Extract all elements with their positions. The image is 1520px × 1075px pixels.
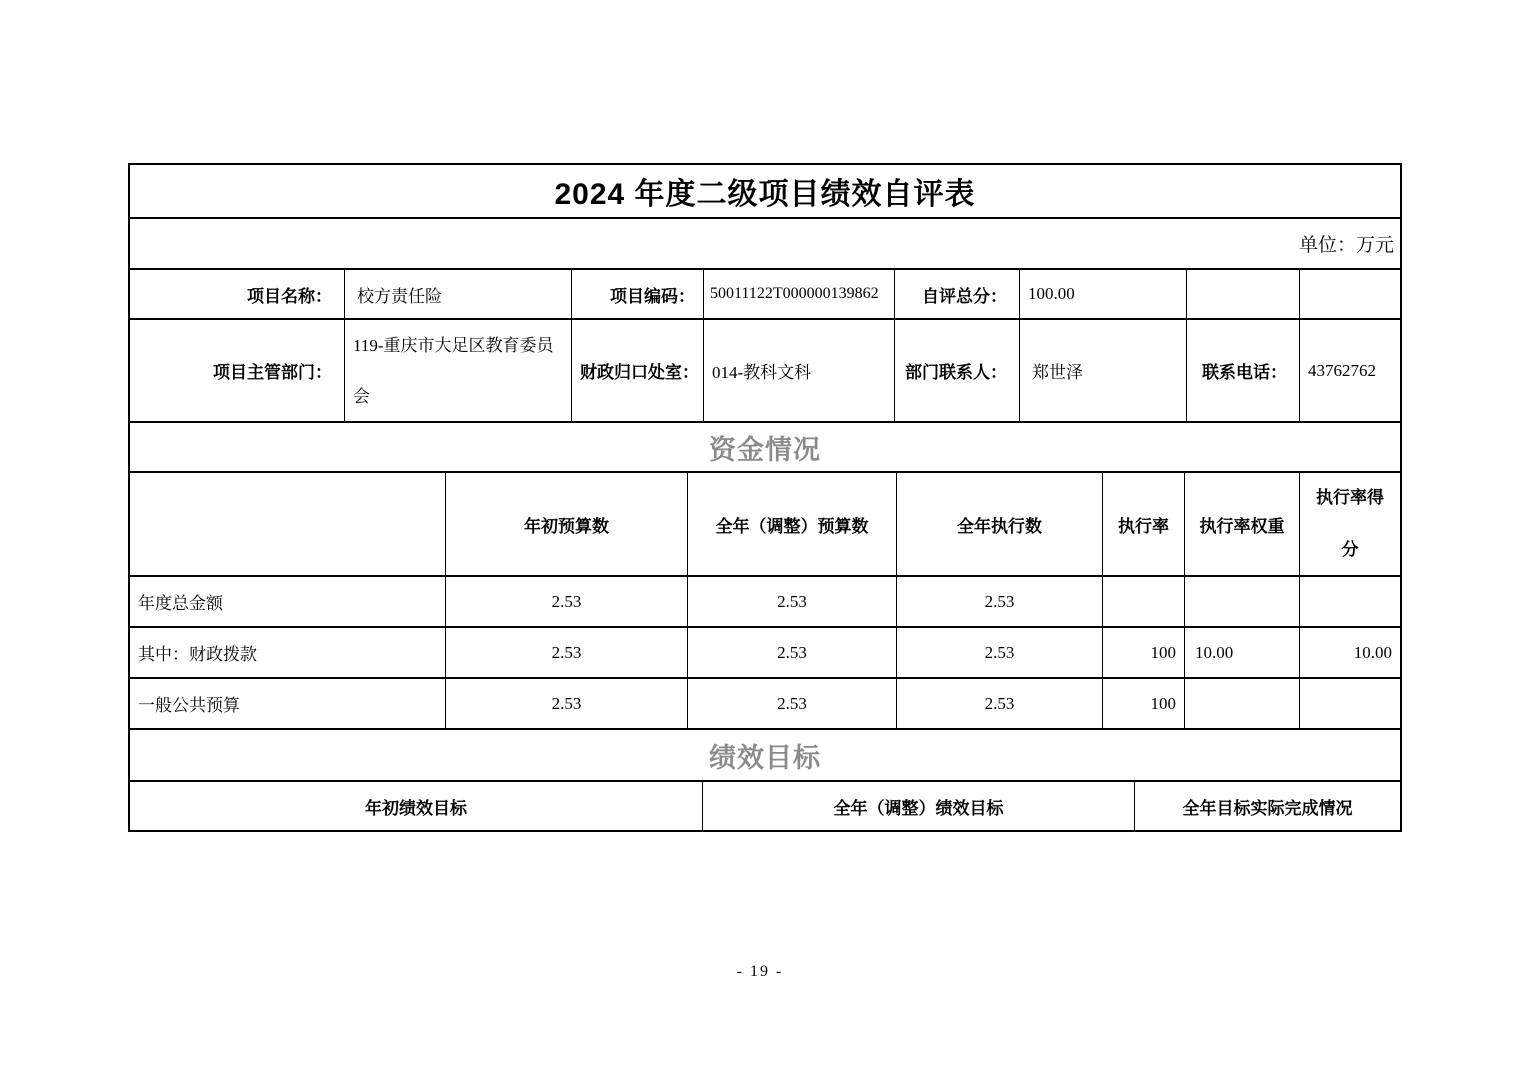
dept-label: 项目主管部门： xyxy=(130,320,345,421)
funding-initial-budget: 2.53 xyxy=(446,679,688,728)
unit-note: 单位：万元 xyxy=(1298,235,1394,256)
funding-header-row xyxy=(130,473,1400,577)
performance-section-title: 绩效目标 xyxy=(709,742,821,773)
page-number: - 19 - xyxy=(736,963,784,980)
project-code-label: 项目编码： xyxy=(572,270,704,318)
funding-rate xyxy=(1103,577,1185,626)
funding-rate-weight xyxy=(1185,577,1300,626)
funding-row-label: 一般公共预算 xyxy=(130,679,446,728)
project-info-row-2 xyxy=(130,320,1400,423)
funding-rate-weight: 10.00 xyxy=(1185,628,1300,677)
funding-row-fiscal xyxy=(130,628,1400,679)
dept-value-cell xyxy=(345,320,572,421)
project-code-value: 50011122T000000139862 xyxy=(704,270,895,318)
self-evaluation-table xyxy=(128,163,1402,832)
unit-cell xyxy=(130,219,1400,268)
funding-section-row xyxy=(130,423,1400,473)
funding-rate-score xyxy=(1300,577,1400,626)
office-label: 财政归口处室： xyxy=(572,320,704,421)
funding-header-adjusted-budget: 全年（调整）预算数 xyxy=(688,473,897,575)
phone-value: 43762762 xyxy=(1308,360,1376,380)
goal-initial-header: 年初绩效目标 xyxy=(130,782,703,830)
funding-adjusted-budget: 2.53 xyxy=(688,628,897,677)
funding-adjusted-budget: 2.53 xyxy=(688,577,897,626)
empty-cell xyxy=(1300,270,1400,318)
goal-actual-header: 全年目标实际完成情况 xyxy=(1182,798,1353,818)
funding-executed: 2.53 xyxy=(897,628,1103,677)
contact-value: 郑世泽 xyxy=(1020,320,1187,421)
project-name-label: 项目名称： xyxy=(130,270,345,318)
office-value: 014-教科文科 xyxy=(704,320,895,421)
contact-label: 部门联系人： xyxy=(895,320,1020,421)
empty-cell xyxy=(1187,270,1300,318)
performance-section-cell xyxy=(130,730,1400,780)
funding-row-label: 年度总金额 xyxy=(130,577,446,626)
funding-section-title: 资金情况 xyxy=(709,434,821,465)
funding-rate-score: 10.00 xyxy=(1353,642,1392,662)
funding-rate: 100 xyxy=(1103,628,1185,677)
funding-rate: 100 xyxy=(1103,679,1185,728)
funding-rate-weight xyxy=(1185,679,1300,728)
funding-adjusted-budget: 2.53 xyxy=(688,679,897,728)
funding-row-total xyxy=(130,577,1400,628)
funding-header-rate-score: 执行率得分 xyxy=(1316,488,1384,559)
funding-initial-budget: 2.53 xyxy=(446,577,688,626)
funding-row-public-budget xyxy=(130,679,1400,730)
funding-header-rate-weight: 执行率权重 xyxy=(1185,473,1300,575)
funding-header-initial-budget: 年初预算数 xyxy=(446,473,688,575)
funding-header-rate-score-cell xyxy=(1300,473,1400,575)
funding-header-rate: 执行率 xyxy=(1103,473,1185,575)
title-cell xyxy=(130,165,1400,217)
dept-value: 119-重庆市大足区教育委员会 xyxy=(353,335,554,406)
self-score-label: 自评总分： xyxy=(895,270,1020,318)
funding-initial-budget: 2.53 xyxy=(446,628,688,677)
page-title: 2024 年度二级项目绩效自评表 xyxy=(554,178,976,211)
unit-row xyxy=(130,219,1400,270)
title-row xyxy=(130,165,1400,219)
funding-header-executed: 全年执行数 xyxy=(897,473,1103,575)
funding-section-cell xyxy=(130,423,1400,471)
project-name-value: 校方责任险 xyxy=(345,270,572,318)
funding-executed: 2.53 xyxy=(897,679,1103,728)
funding-row-label: 其中：财政拨款 xyxy=(130,628,446,677)
self-score-value: 100.00 xyxy=(1020,270,1187,318)
phone-label: 联系电话： xyxy=(1187,320,1300,421)
performance-header-row xyxy=(130,782,1400,830)
project-info-row-1 xyxy=(130,270,1400,320)
funding-executed: 2.53 xyxy=(897,577,1103,626)
funding-rate-score xyxy=(1300,679,1400,728)
funding-header-empty xyxy=(130,473,446,575)
goal-adjusted-header: 全年（调整）绩效目标 xyxy=(703,782,1135,830)
performance-section-row xyxy=(130,730,1400,782)
